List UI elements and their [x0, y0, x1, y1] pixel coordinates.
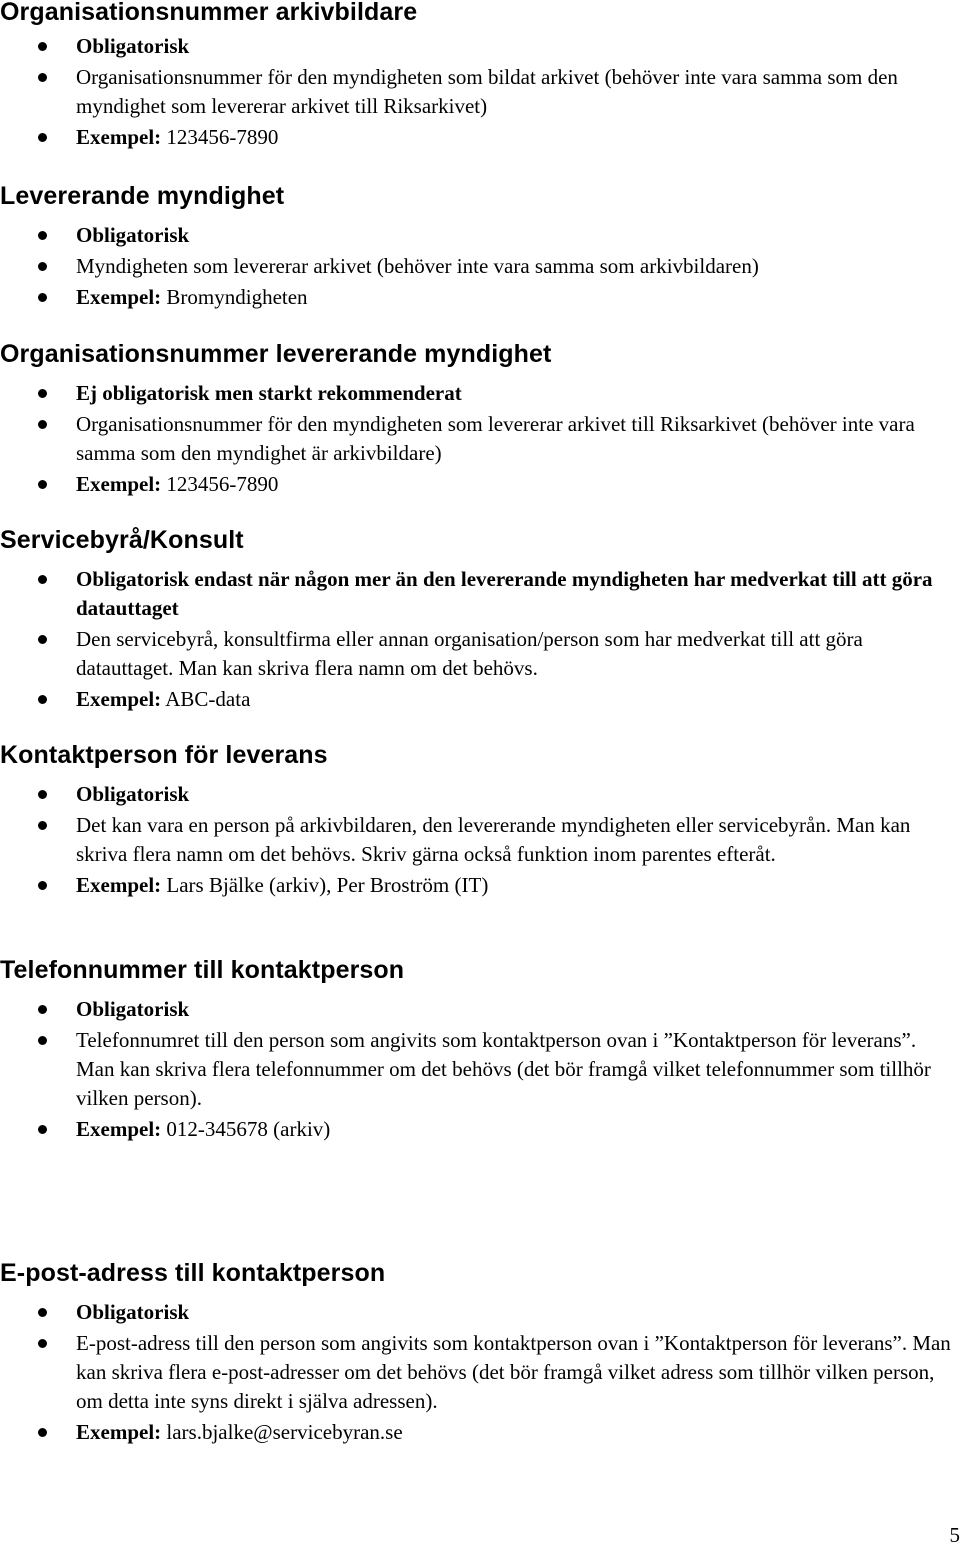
list-item [0, 625, 960, 683]
item-bold: Exempel: [76, 285, 162, 309]
item-bold: Exempel: [76, 472, 162, 496]
bullet-list [0, 221, 960, 312]
item-text: Det kan vara en person på arkivbildaren, den levererande myndigheten eller servicebyrån. Man kan skriva flera namn om det behövs. Skriv gärna också funktion inom parentes efteråt. [76, 813, 911, 866]
list-item [0, 1298, 960, 1327]
item-bold: Obligatorisk endast när någon mer än den levererande myndigheten har medverkat till att göra datauttaget [76, 567, 933, 620]
list-item [0, 252, 960, 281]
bullet-list [0, 32, 960, 152]
section-heading: Kontaktperson för leverans [0, 741, 328, 769]
item-bold: Exempel: [76, 1117, 162, 1141]
item-text: Organisationsnummer för den myndigheten som levererar arkivet till Riksarkivet (behöver inte vara samma som den myndighet är arkivbildare) [76, 412, 915, 465]
item-text: 123456-7890 [161, 472, 279, 496]
section-heading: Servicebyrå/Konsult [0, 526, 244, 554]
section-telefonnummer [0, 956, 960, 1144]
list-item [0, 283, 960, 312]
list-item [0, 1115, 960, 1144]
item-text: Telefonnumret till den person som angivits som kontaktperson ovan i ”Kontaktperson för leverans”. Man kan skriva flera telefonnummer om det behövs (det bör framgå vilket telefonnummer som tillhör vilken person). [76, 1028, 931, 1110]
section-epost-adress [0, 1259, 960, 1447]
list-item [0, 685, 960, 714]
section-heading: Organisationsnummer arkivbildare [0, 0, 418, 26]
bullet-list [0, 1298, 960, 1447]
item-bold: Obligatorisk [76, 1300, 190, 1324]
item-text: Organisationsnummer för den myndigheten som bildat arkivet (behöver inte vara samma som den myndighet som levererar arkivet till Riksarkivet) [76, 65, 898, 118]
section-heading: Levererande myndighet [0, 182, 285, 210]
list-item [0, 1329, 960, 1416]
list-item [0, 871, 960, 900]
item-text: ABC-data [161, 687, 251, 711]
item-text: 012-345678 (arkiv) [161, 1117, 331, 1141]
list-item [0, 379, 960, 408]
item-text: Lars Bjälke (arkiv), Per Broström (IT) [161, 873, 489, 897]
list-item [0, 221, 960, 250]
section-organisationsnummer-arkivbildare [0, 0, 960, 152]
item-bold: Exempel: [76, 1420, 162, 1444]
item-bold: Obligatorisk [76, 223, 190, 247]
section-heading: Telefonnummer till kontaktperson [0, 956, 405, 984]
bullet-list [0, 379, 960, 499]
item-bold: Obligatorisk [76, 997, 190, 1021]
list-item [0, 1026, 960, 1113]
item-text: Myndigheten som levererar arkivet (behöver inte vara samma som arkivbildaren) [76, 254, 759, 278]
list-item [0, 63, 960, 121]
item-text: lars.bjalke@servicebyran.se [161, 1420, 403, 1444]
list-item [0, 410, 960, 468]
item-bold: Obligatorisk [76, 782, 190, 806]
list-item [0, 123, 960, 152]
item-bold: Exempel: [76, 687, 162, 711]
list-item [0, 1418, 960, 1447]
list-item [0, 565, 960, 623]
bullet-list [0, 565, 960, 714]
item-text: E-post-adress till den person som angivits som kontaktperson ovan i ”Kontaktperson för leverans”. Man kan skriva flera e-post-adresser om det behövs (det bör framgå vilket adress som tillhör vilken person, om detta inte syns direkt i själva adressen). [76, 1331, 951, 1413]
section-heading: Organisationsnummer levererande myndighet [0, 340, 552, 368]
bullet-list [0, 995, 960, 1144]
item-bold: Exempel: [76, 125, 162, 149]
list-item [0, 811, 960, 869]
item-text: Den servicebyrå, konsultfirma eller annan organisation/person som har medverkat till att göra datauttaget. Man kan skriva flera namn om det behövs. [76, 627, 863, 680]
list-item [0, 780, 960, 809]
list-item [0, 470, 960, 499]
page-number: 5 [949, 1523, 960, 1547]
section-heading: E-post-adress till kontaktperson [0, 1259, 386, 1287]
item-text: Bromyndigheten [161, 285, 308, 309]
item-bold: Exempel: [76, 873, 162, 897]
item-bold: Ej obligatorisk men starkt rekommenderat [76, 381, 462, 405]
section-levererande-myndighet [0, 182, 960, 312]
item-text: 123456-7890 [161, 125, 279, 149]
bullet-list [0, 780, 960, 900]
section-servicebyra-konsult [0, 526, 960, 714]
section-organisationsnummer-levererande [0, 340, 960, 499]
list-item [0, 995, 960, 1024]
item-bold: Obligatorisk [76, 34, 190, 58]
section-kontaktperson [0, 741, 960, 900]
list-item [0, 32, 960, 61]
